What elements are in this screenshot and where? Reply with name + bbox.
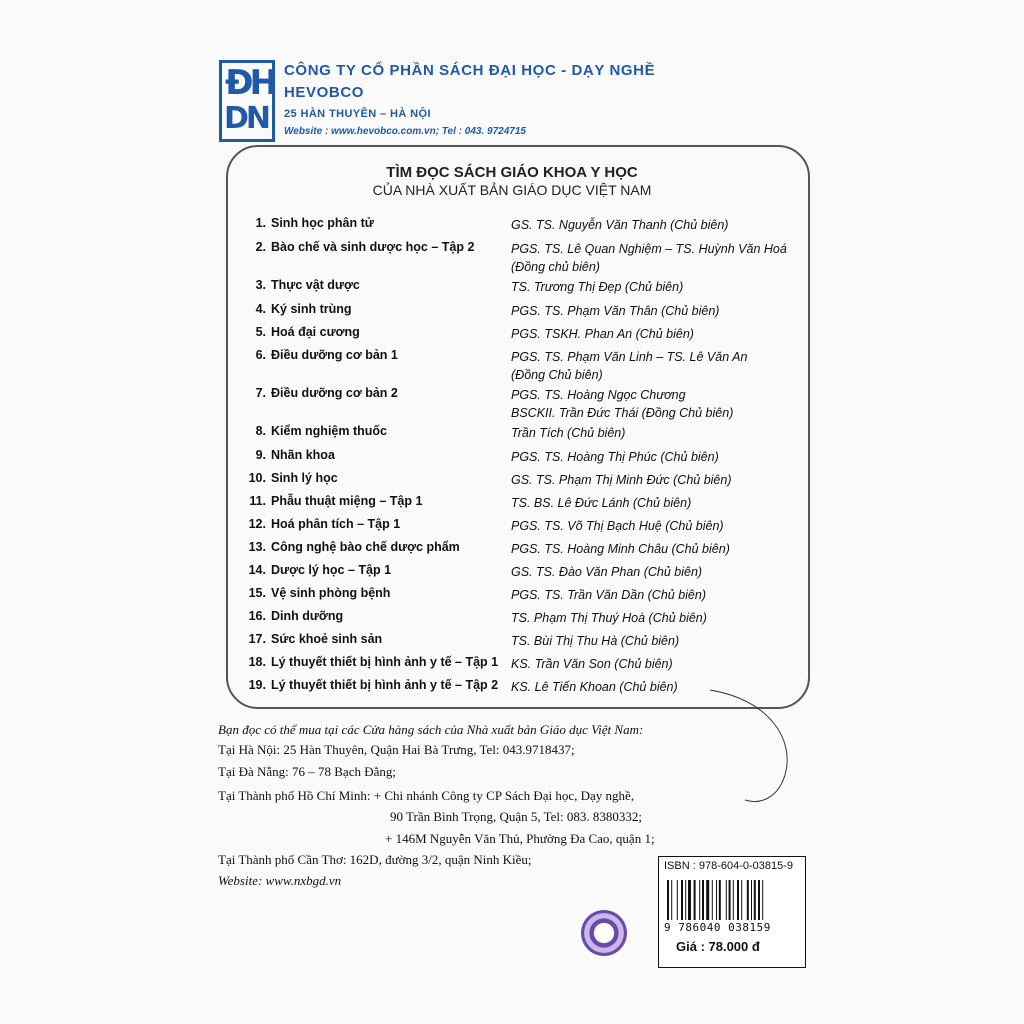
book-title: Dinh dưỡng <box>271 609 344 623</box>
book-author-line2: (Đồng chủ biên) <box>511 260 600 274</box>
book-number: 4. <box>255 302 266 316</box>
store-danang: Tại Đà Nẵng: 76 – 78 Bạch Đằng; <box>218 764 396 779</box>
book-number: 13. <box>248 540 266 554</box>
company-name: CÔNG TY CỔ PHẦN SÁCH ĐẠI HỌC - DẠY NGHỀ <box>284 62 656 79</box>
book-title: Bào chế và sinh dược học – Tập 2 <box>271 240 475 254</box>
book-number: 16. <box>248 609 266 623</box>
book-author <box>511 563 702 581</box>
book-author <box>511 494 691 512</box>
book-number: 6. <box>255 348 266 362</box>
barcode-icon <box>667 880 797 920</box>
book-title: Công nghệ bào chế dược phẩm <box>271 540 460 554</box>
book-author <box>511 348 747 384</box>
book-title: Thực vật dược <box>271 278 360 292</box>
book-author <box>511 424 625 442</box>
book-author <box>511 278 683 296</box>
book-author-line1: TS. Phạm Thị Thuý Hoà (Chủ biên) <box>511 611 707 625</box>
book-title: Kiểm nghiệm thuốc <box>271 424 387 438</box>
company-website: Website : www.hevobco.com.vn; Tel : 043. 9724715 <box>284 126 526 137</box>
book-title: Điều dưỡng cơ bản 2 <box>271 386 398 400</box>
logo-top-letters: ĐH <box>225 63 274 103</box>
book-author-line1: PGS. TS. Trần Văn Dần (Chủ biên) <box>511 588 706 602</box>
book-title: Ký sinh trùng <box>271 302 352 316</box>
book-author-line2: BSCKII. Trần Đức Thái (Đồng Chủ biên) <box>511 406 734 420</box>
store-hcm-line3: + 146M Nguyễn Văn Thủ, Phường Đa Cao, quận 1; <box>385 831 655 846</box>
book-author <box>511 216 728 234</box>
book-author <box>511 678 678 696</box>
book-author-line1: KS. Lê Tiến Khoan (Chủ biên) <box>511 680 678 694</box>
book-number: 3. <box>255 278 266 292</box>
logo-bottom-letters: DN <box>224 101 269 136</box>
book-author-line1: PGS. TS. Hoàng Thị Phúc (Chủ biên) <box>511 450 719 464</box>
company-address: 25 HÀN THUYÊN – HÀ NỘI <box>284 108 431 120</box>
book-title: Lý thuyết thiết bị hình ảnh y tế – Tập 1 <box>271 655 499 669</box>
book-author <box>511 448 719 466</box>
book-number: 11. <box>249 494 266 508</box>
book-author <box>511 240 787 276</box>
book-number: 15. <box>248 586 266 600</box>
book-author-line1: PGS. TS. Phạm Văn Linh – TS. Lê Văn An <box>511 350 748 364</box>
book-number: 8. <box>255 424 266 438</box>
book-author-line1: PGS. TS. Lê Quan Nghiệm – TS. Huỳnh Văn Hoá <box>511 242 787 256</box>
box-title: TÌM ĐỌC SÁCH GIÁO KHOA Y HỌC <box>386 164 638 181</box>
price: Giá : 78.000 đ <box>676 939 760 954</box>
barcode-digits: 9 786040 038159 <box>664 921 771 934</box>
book-title: Sinh lý học <box>271 471 338 485</box>
book-author-line1: PGS. TS. Phạm Văn Thân (Chủ biên) <box>511 304 720 318</box>
store-hanoi: Tại Hà Nội: 25 Hàn Thuyên, Quận Hai Bà Trưng, Tel: 043.9718437; <box>218 742 575 757</box>
book-author <box>511 325 694 343</box>
book-number: 2. <box>255 240 266 254</box>
book-author-line1: GS. TS. Đào Văn Phan (Chủ biên) <box>511 565 703 579</box>
book-title: Hoá đại cương <box>271 325 360 339</box>
book-number: 14. <box>248 563 266 577</box>
book-author-line1: TS. BS. Lê Đức Lánh (Chủ biên) <box>511 496 692 510</box>
publisher-logo <box>219 60 275 142</box>
book-title: Vệ sinh phòng bệnh <box>271 586 391 600</box>
book-author-line1: KS. Trần Văn Son (Chủ biên) <box>511 657 673 671</box>
book-author <box>511 540 730 558</box>
book-number: 12. <box>248 517 266 531</box>
book-author-line1: TS. Trương Thị Đẹp (Chủ biên) <box>511 280 684 294</box>
book-author-line1: Trần Tích (Chủ biên) <box>511 426 626 440</box>
book-author-line1: TS. Bùi Thị Thu Hà (Chủ biên) <box>511 634 680 648</box>
book-author-line1: PGS. TS. Võ Thị Bạch Huệ (Chủ biên) <box>511 519 724 533</box>
book-author-line1: PGS. TS. Hoàng Minh Châu (Chủ biên) <box>511 542 730 556</box>
stores-intro: Bạn đọc có thể mua tại các Cửa hàng sách của Nhà xuất bản Giáo dục Việt Nam: <box>218 722 644 737</box>
publisher-website: Website: www.nxbgd.vn <box>218 873 342 888</box>
store-cantho: Tại Thành phố Cần Thơ: 162D, đường 3/2, quận Ninh Kiều; <box>218 852 532 867</box>
book-number: 17. <box>248 632 266 646</box>
book-author <box>511 302 719 320</box>
brand-name: HEVOBCO <box>284 84 365 101</box>
book-author <box>511 655 673 673</box>
book-number: 19. <box>248 678 266 692</box>
book-title: Phẫu thuật miệng – Tập 1 <box>271 494 423 508</box>
decorative-curve <box>700 680 810 810</box>
book-author-line2: (Đồng Chủ biên) <box>511 368 603 382</box>
book-author <box>511 517 724 535</box>
box-subtitle: CỦA NHÀ XUẤT BẢN GIÁO DỤC VIỆT NAM <box>372 182 652 198</box>
book-author-line1: PGS. TS. Hoàng Ngọc Chương <box>511 388 686 402</box>
book-author-line1: PGS. TSKH. Phan An (Chủ biên) <box>511 327 694 341</box>
store-hcm-line2: 90 Trần Bình Trọng, Quận 5, Tel: 083. 8380332; <box>390 809 643 824</box>
publisher-seal-icon <box>581 910 627 956</box>
isbn-label: ISBN : 978-604-0-03815-9 <box>664 860 794 872</box>
book-number: 5. <box>255 325 266 339</box>
book-number: 18. <box>248 655 266 669</box>
book-author-line1: GS. TS. Phạm Thị Minh Đức (Chủ biên) <box>511 473 732 487</box>
book-number: 1. <box>255 216 266 230</box>
book-author <box>511 609 707 627</box>
book-author-line1: GS. TS. Nguyễn Văn Thanh (Chủ biên) <box>511 218 729 232</box>
book-title: Điều dưỡng cơ bản 1 <box>271 348 398 362</box>
book-title: Sinh học phân tử <box>271 216 374 230</box>
book-title: Nhãn khoa <box>271 448 335 462</box>
book-title: Lý thuyết thiết bị hình ảnh y tế – Tập 2 <box>271 678 499 692</box>
book-author <box>511 471 732 489</box>
store-hcm-line1: Tại Thành phố Hồ Chí Minh: + Chi nhánh Công ty CP Sách Đại học, Dạy nghề, <box>218 788 635 803</box>
book-title: Dược lý học – Tập 1 <box>271 563 392 577</box>
book-author <box>511 386 733 422</box>
book-number: 7. <box>255 386 266 400</box>
book-author <box>511 586 706 604</box>
book-author <box>511 632 679 650</box>
book-title: Hoá phân tích – Tập 1 <box>271 517 401 531</box>
book-number: 10. <box>248 471 266 485</box>
book-number: 9. <box>255 448 266 462</box>
book-title: Sức khoẻ sinh sản <box>271 632 383 646</box>
